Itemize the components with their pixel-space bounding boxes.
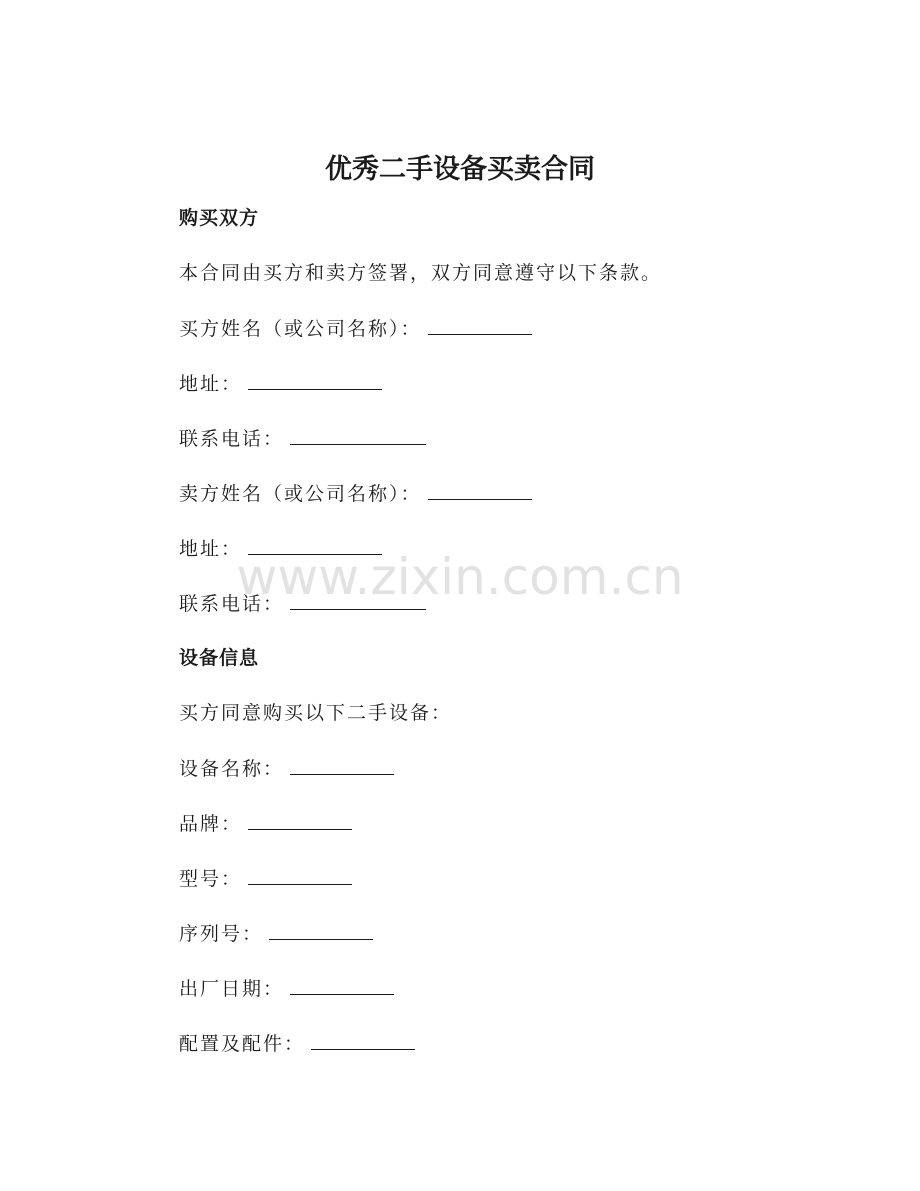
parties-intro: 本合同由买方和卖方签署，双方同意遵守以下条款。 — [179, 262, 663, 284]
buyer-phone-label: 联系电话： — [179, 428, 285, 450]
seller-phone-blank[interactable] — [290, 589, 426, 610]
buyer-name-blank[interactable] — [428, 314, 532, 335]
equipment-name-blank[interactable] — [290, 754, 394, 775]
seller-name-blank[interactable] — [428, 479, 532, 500]
seller-address-row — [179, 534, 382, 563]
equipment-name-label: 设备名称： — [179, 758, 285, 780]
seller-name-row — [179, 479, 532, 508]
section-heading-equipment: 设备信息 — [179, 647, 260, 669]
equipment-model-row — [179, 864, 352, 893]
equipment-serial-row — [179, 919, 373, 948]
equipment-brand-label: 品牌： — [179, 813, 243, 835]
equipment-serial-label: 序列号： — [179, 923, 264, 945]
seller-address-label: 地址： — [179, 538, 243, 560]
equipment-model-label: 型号： — [179, 868, 243, 890]
equipment-brand-row — [179, 809, 352, 838]
buyer-address-label: 地址： — [179, 373, 243, 395]
buyer-address-blank[interactable] — [248, 369, 382, 390]
equipment-config-label: 配置及配件： — [179, 1033, 306, 1055]
buyer-name-label: 买方姓名（或公司名称）： — [179, 318, 422, 340]
equipment-serial-blank[interactable] — [269, 919, 373, 940]
seller-phone-row — [179, 589, 426, 618]
buyer-phone-blank[interactable] — [290, 424, 426, 445]
equipment-name-row — [179, 754, 394, 783]
seller-address-blank[interactable] — [248, 534, 382, 555]
equipment-date-blank[interactable] — [290, 974, 394, 995]
watermark-text: www.zixin.com.cn — [236, 548, 684, 606]
buyer-phone-row — [179, 424, 426, 453]
equipment-config-row — [179, 1029, 415, 1058]
seller-phone-label: 联系电话： — [179, 593, 285, 615]
equipment-date-label: 出厂日期： — [179, 978, 285, 1000]
equipment-brand-blank[interactable] — [248, 809, 352, 830]
equipment-config-blank[interactable] — [311, 1029, 415, 1050]
seller-name-label: 卖方姓名（或公司名称）： — [179, 483, 422, 505]
equipment-date-row — [179, 974, 394, 1003]
equipment-model-blank[interactable] — [248, 864, 352, 885]
buyer-address-row — [179, 369, 382, 398]
document-title: 优秀二手设备买卖合同 — [325, 154, 595, 185]
section-heading-parties: 购买双方 — [179, 207, 260, 229]
equipment-intro: 买方同意购买以下二手设备： — [179, 702, 453, 724]
buyer-name-row — [179, 314, 532, 343]
